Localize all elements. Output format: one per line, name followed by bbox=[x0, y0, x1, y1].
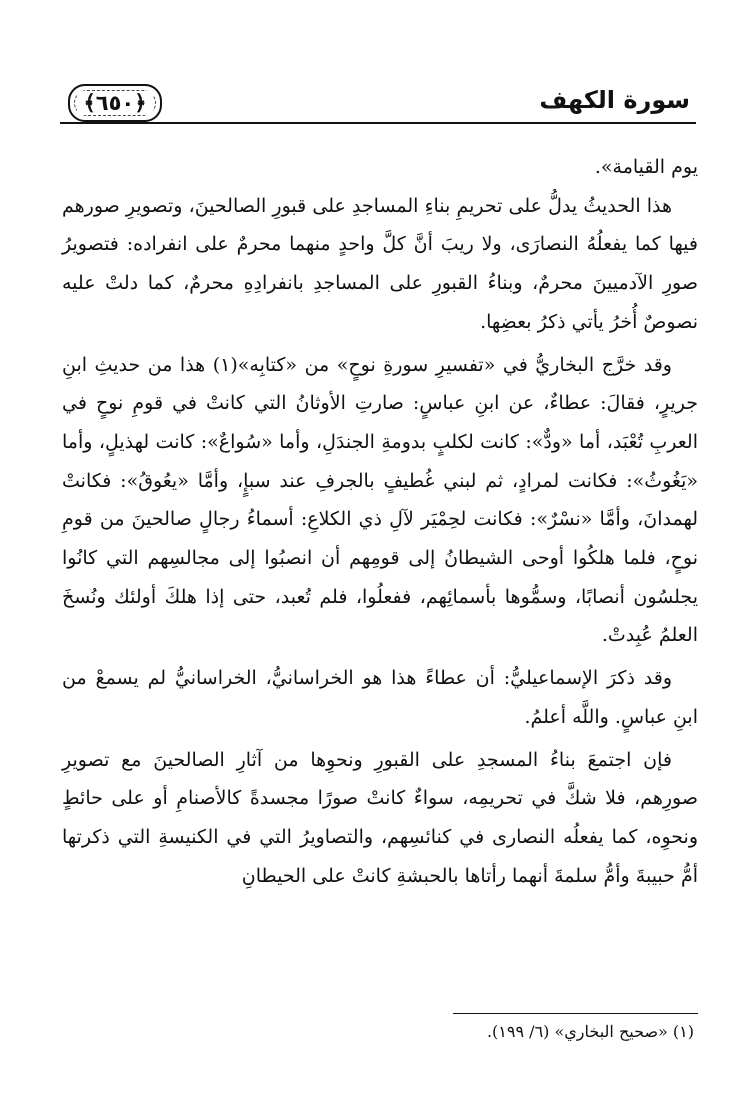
page-number-badge bbox=[68, 84, 162, 122]
header-divider bbox=[60, 122, 696, 124]
paragraph-3: وقد خرَّج البخاريُّ في «تفسيرِ سورةِ نوحٍ» من «كتابِه»(١) هذا من حديثِ ابنِ جريرٍ، فقالَ: عطاءٌ، عن ابنِ عباسٍ: صارتِ الأوثانُ التي كانتْ في قومِ نوحٍ في العربِ تُعْبَد، أما «ودٌّ»: كانت لكلبٍ بدومةِ الجندَلِ، وأما «سُواعٌ»: كانت لهذيلٍ، وأما «يَغُوثُ»: فكانت لمرادٍ، ثم لبني غُطيفٍ بالجرفِ عند سبإٍ، وأمَّا «يعُوقُ»: فكانتْ لهمدانَ، وأمَّا «نسْرٌ»: فكانت لحِمْيَر لآلِ ذي الكلاعِ: أسماءُ رجالٍ صالحينَ من قومِ نوحٍ، فلما هلكُوا أوحى الشيطانُ إلى قومِهم أن انصبُوا إلى مجالسِهم التي كانُوا يجلسُون أنصابًا، وسمُّوها بأسمائِهم، ففعلُوا، فلم تُعبد، حتى إذا هلكَ أولئك ونُسخَ العلمُ عُبِدتْ. bbox=[62, 353, 698, 647]
footnote: (١) «صحيح البخاري» (٦/ ١٩٩). bbox=[486, 1022, 694, 1041]
paragraph-1: يوم القيامة». bbox=[594, 156, 698, 178]
paragraph-2: هذا الحديثُ يدلُّ على تحريمِ بناءِ المساجدِ على قبورِ الصالحينَ، وتصويرِ صورهم فيها كما يفعلُهُ النصارَى، ولا ريبَ أنَّ كلَّ واحدٍ منهما محرمٌ على انفراده: فتصويرُ صورِ الآدميينَ محرمٌ، وبناءُ القبورِ على المساجدِ بانفرادِهِ محرمٌ، كما دلتْ عليه نصوصٌ أُخرُ يأتي ذكرُ بعضِها. bbox=[62, 194, 698, 333]
surah-title: سورة الكهف bbox=[539, 86, 690, 114]
paragraph-5: فإن اجتمعَ بناءُ المسجدِ على القبورِ ونحوِها من آثارِ الصالحينَ مع تصويرِ صورِهم، فلا شكَّ في تحريمِه، سواءٌ كانتْ صورًا مجسدةً كالأصنامِ أو على حائطٍ ونحوِه، كما يفعلُه النصارى في كنائسِهم، والتصاويرُ التي في الكنيسةِ التي ذكرتها أمُّ حبيبةَ وأمُّ سلمةَ أنهما رأتاها بالحبشةِ كانتْ على الحيطانِ bbox=[62, 748, 698, 887]
paragraph-4: وقد ذكرَ الإسماعيليُّ: أن عطاءً هذا هو الخراسانيُّ، الخراسانيُّ لم يسمعْ من ابنِ عباسٍ. واللَّه أعلمُ. bbox=[62, 667, 698, 728]
page-header bbox=[60, 78, 696, 124]
body-text bbox=[62, 148, 698, 895]
footnote-divider bbox=[453, 1013, 698, 1014]
page-number: ﴿٦٥٠﴾ bbox=[77, 91, 152, 115]
